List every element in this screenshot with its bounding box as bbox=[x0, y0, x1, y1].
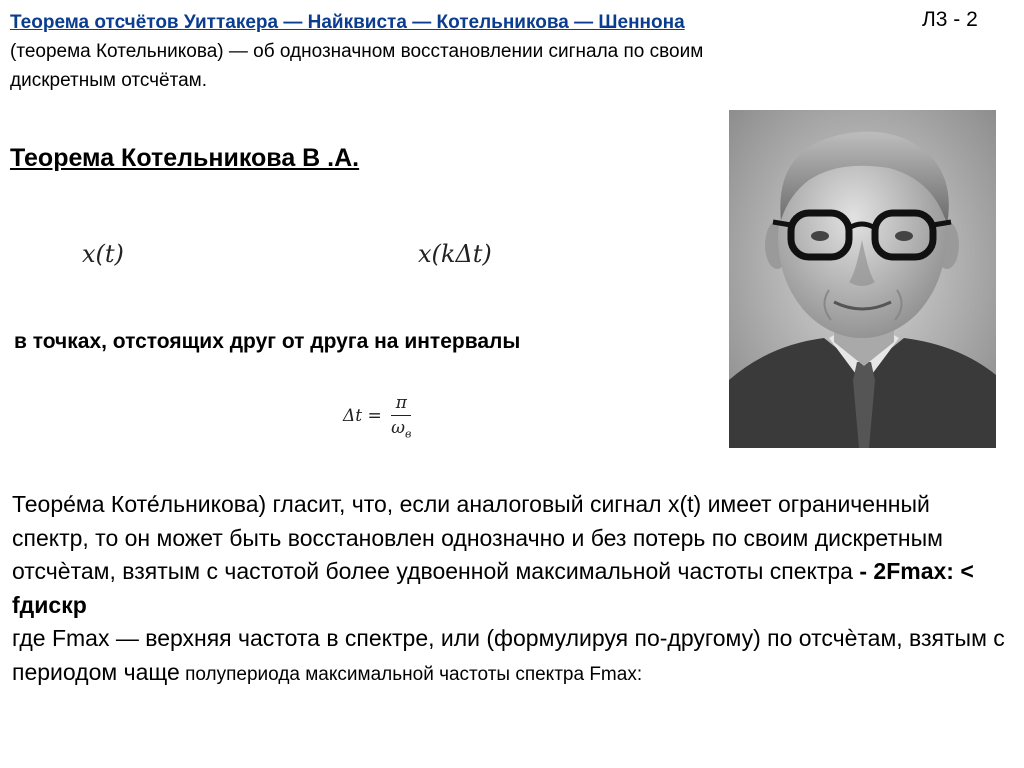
delta-fraction bbox=[391, 393, 411, 440]
delta-formula bbox=[343, 393, 411, 440]
interval-caption: в точках, отстоящих друг от друга на интервалы bbox=[14, 330, 521, 353]
intro-rest-text: (теорема Котельникова) — об однозначном восстановлении сигнала по своим дискретным отсчётам. bbox=[10, 41, 704, 91]
body-part2: где Fmax — верхняя частота в спектре, или (формулируя по-другому) по отсчѐтам, взятым с периодом чаще bbox=[12, 625, 1005, 685]
intro-paragraph bbox=[10, 8, 770, 95]
theorem-body bbox=[12, 488, 1012, 691]
page-title: Теорема Котельникова В .А. bbox=[10, 144, 360, 172]
theorem-link[interactable]: Теорема отсчётов Уиттакера — Найквиста — Котельникова — Шеннона bbox=[10, 12, 685, 33]
delta-numerator: π bbox=[391, 393, 411, 416]
signal-formula: x(t) bbox=[82, 240, 124, 268]
portrait-photo bbox=[729, 110, 996, 448]
body-small-text: полупериода максимальной частоты спектра Fmax: bbox=[179, 663, 643, 685]
body-condition: - 2Fmax: < fдискр bbox=[12, 558, 974, 618]
samples-formula: x(kΔt) bbox=[418, 240, 492, 268]
delta-lhs: Δt = bbox=[343, 406, 382, 427]
slide-number: Л3 - 2 bbox=[922, 8, 978, 31]
delta-denominator: $\omega_в$ bbox=[391, 418, 412, 441]
body-part1: Теоре́ма Коте́льникова) гласит, что, если аналоговый сигнал x(t) имеет ограниченный спектр, то он может быть восстановлен однозначно и без потерь по своим дискретным отсчѐтам, взятым с частотой более удвоенной максимальной частоты спектра bbox=[12, 491, 943, 584]
